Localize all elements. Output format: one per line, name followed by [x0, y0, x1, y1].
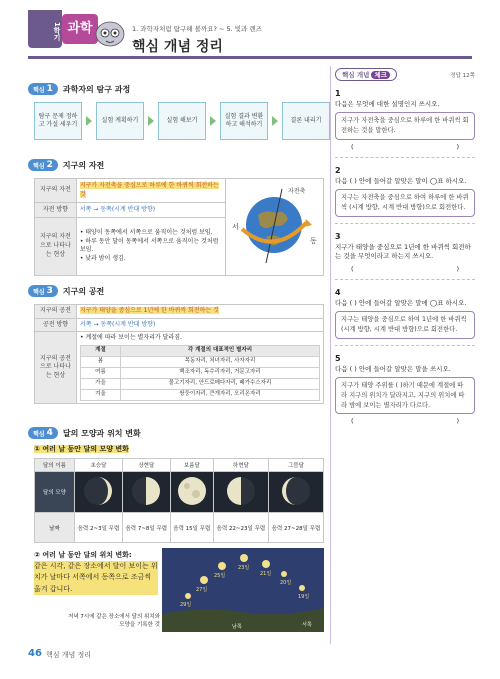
- earth-globe-icon: [226, 179, 322, 271]
- constellation-cell: 목동자리, 처녀자리, 사자자리: [121, 357, 320, 368]
- subject-badge: 과학: [62, 14, 98, 44]
- question-number: 2: [335, 165, 341, 175]
- sky-caption: 저녁 7시에 같은 장소에서 달의 위치와 모양을 기록한 것: [68, 614, 160, 628]
- svg-text:20일: 20일: [280, 580, 292, 586]
- divider: [335, 279, 475, 280]
- section3-pill: 핵심 3: [28, 285, 58, 297]
- section4-pill: 핵심 4: [28, 427, 58, 439]
- divider: [335, 157, 475, 158]
- season-cell: 여름: [81, 368, 121, 379]
- row-label: 자전 방향: [35, 203, 77, 218]
- question-box: 지구는 태양을 중심으로 하여 1년에 한 바퀴씩 (시계 방향, 시계 반대 방향)으로 회전한다.: [335, 311, 475, 339]
- moon-name: 그믐달: [268, 459, 323, 472]
- full-moon-icon: [170, 472, 213, 513]
- semester-tab: 1학기: [28, 10, 62, 48]
- moon-name: 초승달: [75, 459, 123, 472]
- svg-text:25일: 25일: [214, 573, 226, 579]
- rotation-definition: 지구가 자전축을 중심으로 하루에 한 바퀴씩 회전하는 것: [79, 181, 219, 198]
- season-cell: 겨울: [81, 389, 121, 400]
- moon-marker: [262, 560, 270, 568]
- question-text: 다음 ( ) 안에 들어갈 알맞은 말에 ◯표 하시오.: [335, 298, 467, 307]
- question-box: 지구가 자전축을 중심으로 하루에 한 바퀴씩 회전하는 것을 말한다.: [335, 112, 475, 140]
- axis-label: 자전축: [287, 188, 306, 195]
- question-box: 지구가 태양 주위를 ( )하기 때문에 계절에 따라 지구의 위치가 달라지고, 지구의 위치에 따라 밤에 보이는 별자리가 다르다.: [335, 377, 475, 414]
- revolution-note: • 계절에 따라 보이는 별자리가 달라짐.: [80, 334, 182, 342]
- season-constellation-table: [80, 345, 320, 401]
- constellation-cell: 쌍둥이자리, 큰개자리, 오리온자리: [121, 389, 320, 400]
- revolution-definition: 지구가 태양을 중심으로 1년에 한 바퀴씩 회전하는 것: [80, 307, 219, 314]
- arrow-right-icon: [148, 116, 154, 126]
- revolution-table: [34, 304, 324, 404]
- concept-check-panel: [335, 68, 475, 643]
- check-header: [335, 68, 475, 81]
- question-text: 다음은 무엇에 대한 설명인지 쓰시오.: [335, 100, 440, 108]
- section2-title: 지구의 자전: [62, 160, 105, 170]
- constellation-header: 각 계절의 대표적인 별자리: [121, 346, 320, 357]
- page-title: 핵심 개념 정리: [132, 39, 223, 55]
- moon-date: 음력 22~23일 무렵: [213, 513, 268, 543]
- question-text: 다음 ( ) 안에 들어갈 알맞은 말을 쓰시오.: [335, 364, 451, 373]
- flow-step-3: 실험 해보기: [158, 102, 206, 140]
- row-label: 지구의 공전으로 나타나는 현상: [35, 332, 77, 404]
- phenomenon-item: • 하루 동안 달이 동쪽에서 서쪽으로 움직이는 것처럼 보임.: [79, 237, 219, 254]
- row-label: 달의 모양: [35, 472, 75, 513]
- question-number: 5: [335, 353, 341, 363]
- flow-step-4: 실험 결과 변환하고 해석하기: [220, 102, 268, 140]
- moon-marker: [240, 554, 248, 562]
- moon-name: 보름달: [170, 459, 213, 472]
- section3-title: 지구의 공전: [62, 286, 105, 296]
- first-quarter-moon-icon: [122, 472, 170, 513]
- row-label: 달의 이름: [35, 459, 75, 472]
- constellation-cell: 백조자리, 독수리자리, 거문고자리: [121, 368, 320, 379]
- section2-pill: 핵심 2: [28, 159, 58, 171]
- moon-marker: [218, 562, 226, 570]
- rotation-direction: 서쪽 → 동쪽(시계 반대 방향): [76, 203, 225, 218]
- question-number: 1: [335, 89, 341, 98]
- row-label: 지구의 자전: [35, 179, 77, 203]
- answer-blank[interactable]: ( ): [351, 142, 459, 151]
- section1-heading: [28, 82, 130, 96]
- unit-path: 1. 과학자처럼 탐구해 볼까요? ~ 5. 빛과 렌즈: [132, 25, 262, 33]
- page-number: 46: [28, 648, 42, 659]
- divider: [335, 223, 475, 224]
- section2-heading: [28, 158, 104, 172]
- column-divider: [330, 66, 331, 644]
- svg-text:29일: 29일: [180, 602, 192, 608]
- answer-blank[interactable]: ( ): [351, 417, 459, 426]
- moon-date: 음력 2~3일 무렵: [75, 513, 123, 543]
- moon-position-text: [34, 550, 158, 595]
- question-text: 다음 ( ) 안에 들어갈 알맞은 말이 ◯표 하시오.: [335, 176, 467, 185]
- season-cell: 봄: [81, 357, 121, 368]
- flow-step-1: 탐구 문제 정하고 가설 세우기: [34, 102, 82, 140]
- flow-step-2: 실험 계획하기: [96, 102, 144, 140]
- svg-text:서쪽: 서쪽: [302, 622, 312, 628]
- section3-heading: [28, 284, 104, 298]
- moon-name: 상현달: [122, 459, 170, 472]
- arrow-right-icon: [86, 116, 92, 126]
- constellation-cell: 물고기자리, 안드로메다자리, 페가수스자리: [121, 378, 320, 389]
- moon-position-diagram: [162, 548, 324, 632]
- section4-heading: [28, 426, 141, 440]
- moon-marker: [299, 585, 305, 591]
- svg-text:27일: 27일: [196, 587, 208, 593]
- moon-shape-subtitle: ① 여러 날 동안 달의 모양 변화: [34, 445, 129, 453]
- question-number: 3: [335, 231, 341, 241]
- season-header: 계절: [81, 346, 121, 357]
- waning-crescent-moon-icon: [268, 472, 323, 513]
- footer-label: 핵심 개념 정리: [46, 651, 92, 659]
- section4-title: 달의 모양과 위치 변화: [62, 428, 141, 438]
- answer-reference: 정답 12쪽: [450, 72, 475, 79]
- divider: [335, 345, 475, 346]
- west-label: 서: [231, 223, 239, 231]
- question-number: 4: [335, 287, 341, 297]
- inquiry-process-flow: [34, 102, 330, 140]
- row-label: 지구의 자전으로 나타나는 현상: [35, 217, 77, 275]
- moon-date: 음력 7~8일 무렵: [122, 513, 170, 543]
- section1-pill: 핵심 1: [28, 83, 58, 95]
- row-label: 날짜: [35, 513, 75, 543]
- moon-marker: [281, 571, 287, 577]
- moon-date: 음력 27~28일 무렵: [268, 513, 323, 543]
- phenomenon-item: • 태양이 동쪽에서 서쪽으로 움직이는 것처럼 보임.: [79, 228, 213, 236]
- question-box: 지구는 자전축을 중심으로 하여 하루에 한 바퀴씩 (시계 방향, 시계 반대 방향)으로 회전한다.: [335, 189, 475, 217]
- phenomenon-item: • 낮과 밤이 생김.: [79, 254, 126, 262]
- row-label: 지구의 공전: [35, 305, 77, 319]
- moon-date: 음력 15일 무렵: [170, 513, 213, 543]
- moon-position-description: 같은 시각, 같은 장소에서 달이 보이는 위치가 날마다 서쪽에서 동쪽으로 조금씩 옮겨 갑니다.: [34, 561, 158, 595]
- svg-text:21일: 21일: [260, 571, 272, 577]
- section1-title: 과학자의 탐구 과정: [62, 84, 131, 94]
- arrow-right-icon: [272, 116, 278, 126]
- answer-blank[interactable]: ( ): [351, 264, 459, 273]
- mascot-illustration: [88, 16, 128, 48]
- row-label: 공전 방향: [35, 318, 77, 332]
- moon-position-subtitle: ② 여러 날 동안 달의 위치 변화:: [34, 551, 132, 559]
- crescent-moon-icon: [75, 472, 123, 513]
- moon-phase-table: [34, 458, 324, 543]
- check-tag: 핵심 개념 체크: [335, 68, 397, 81]
- moon-marker: [185, 593, 191, 599]
- title-divider: [28, 56, 472, 59]
- flow-step-5: 결론 내리기: [282, 102, 330, 140]
- revolution-direction: 서쪽 → 동쪽(시계 반대 방향): [77, 318, 324, 332]
- svg-text:19일: 19일: [298, 594, 310, 600]
- season-cell: 가을: [81, 378, 121, 389]
- svg-text:23일: 23일: [238, 565, 250, 571]
- question-text: 지구가 태양을 중심으로 1년에 한 바퀴씩 회전하는 것을 무엇이라고 하는지 쓰시오.: [335, 242, 471, 261]
- earth-rotation-diagram: [225, 179, 323, 276]
- rotation-table: [34, 178, 324, 276]
- svg-text:남쪽: 남쪽: [232, 624, 242, 630]
- last-quarter-moon-icon: [213, 472, 268, 513]
- east-label: 동: [309, 237, 317, 245]
- moon-marker: [200, 576, 208, 584]
- arrow-right-icon: [210, 116, 216, 126]
- moon-name: 하현달: [213, 459, 268, 472]
